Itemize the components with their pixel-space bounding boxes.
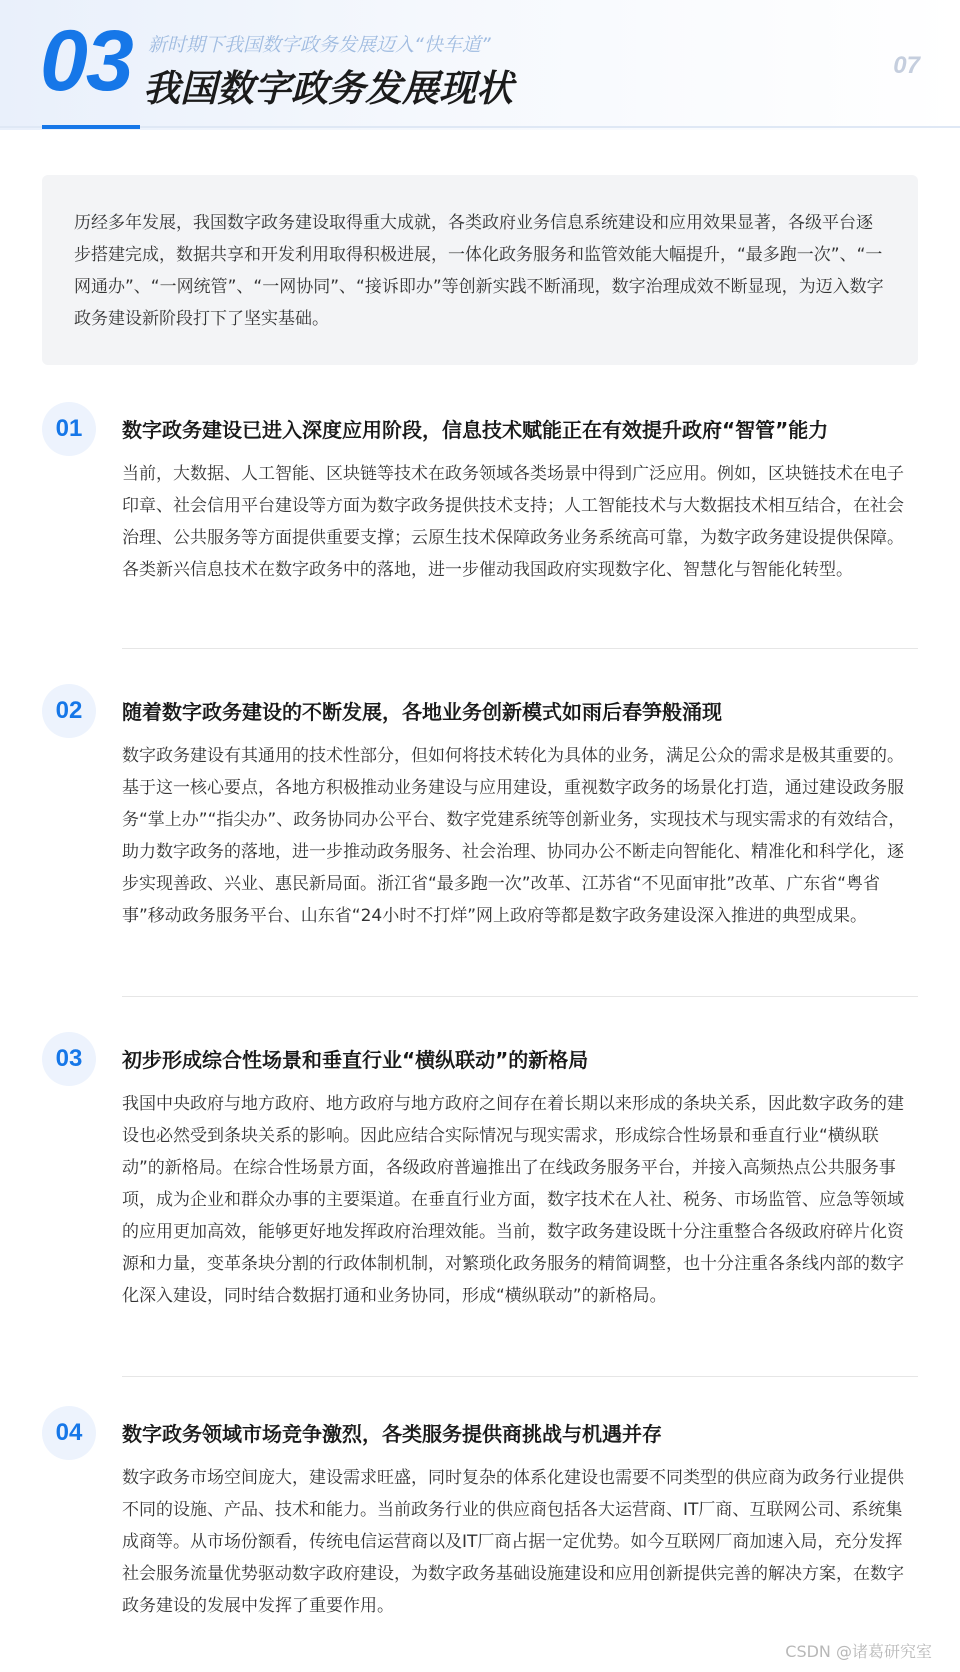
chapter-title: 我国数字政务发展现状 [143,67,513,110]
section-title: 数字政务领域市场竞争激烈，各类服务提供商挑战与机遇并存 [122,1422,662,1446]
watermark: CSDN @诸葛研究室 [785,1642,932,1661]
section-number-badge: 04 [42,1406,96,1460]
section-title: 初步形成综合性场景和垂直行业“横纵联动”的新格局 [122,1048,589,1072]
section-divider [122,1376,918,1377]
section-body: 当前，大数据、人工智能、区块链等技术在政务领域各类场景中得到广泛应用。例如，区块链技术在电子印章、社会信用平台建设等方面为数字政务提供技术支持；人工智能技术与大数据技术相互结合，在社会治理、公共服务等方面提供重要支撑；云原生技术保障政务业务系统高可靠，为数字政务建设提供保障。各类新兴信息技术在数字政务中的落地，进一步催动我国政府实现数字化、智慧化与智能化转型。 [122,464,904,580]
section-body: 数字政务建设有其通用的技术性部分，但如何将技术转化为具体的业务，满足公众的需求是极其重要的。基于这一核心要点，各地方积极推动业务建设与应用建设，重视数字政务的场景化打造，通过建设政务服务“掌上办”“指尖办”、政务协同办公平台、数字党建系统等创新业务，实现技术与现实需求的有效结合，助力数字政务的落地，进一步推动政务服务、社会治理、协同办公不断走向智能化、精准化和科学化，逐步实现善政、兴业、惠民新局面。浙江省“最多跑一次”改革、江苏省“不见面审批”改革、广东省“粤省事”移动政务服务平台、山东省“24小时不打烊”网上政府等都是数字政务建设深入推进的典型成果。 [122,746,906,926]
header-accent-bar [42,125,140,129]
section-title: 数字政务建设已进入深度应用阶段，信息技术赋能正在有效提升政府“智管”能力 [122,418,829,442]
intro-text: 历经多年发展，我国数字政务建设取得重大成就，各类政府业务信息系统建设和应用效果显著，各级平台逐步搭建完成，数据共享和开发利用取得积极进展，一体化政务服务和监管效能大幅提升，“最多跑一次”、“一网通办”、“一网统管”、“一网协同”、“接诉即办”等创新实践不断涌现，数字治理成效不断显现，为迈入数字政务建设新阶段打下了坚实基础。 [74,213,884,329]
chapter-subtitle: 新时期下我国数字政务发展迈入“快车道” [148,34,491,56]
section-body: 我国中央政府与地方政府、地方政府与地方政府之间存在着长期以来形成的条块关系，因此数字政务的建设也必然受到条块关系的影响。因此应结合实际情况与现实需求，形成综合性场景和垂直行业“横纵联动”的新格局。在综合性场景方面，各级政府普遍推出了在线政务服务平台，并接入高频热点公共服务事项，成为企业和群众办事的主要渠道。在垂直行业方面，数字技术在人社、税务、市场监管、应急等领域的应用更加高效，能够更好地发挥政府治理效能。当前，数字政务建设既十分注重整合各级政府碎片化资源和力量，变革条块分割的行政体制机制，对繁琐化政务服务的精简调整，也十分注重各条线内部的数字化深入建设，同时结合数据打通和业务协同，形成“横纵联动”的新格局。 [122,1094,904,1306]
section-number-badge: 03 [42,1032,96,1086]
chapter-number: 03 [40,13,132,109]
section-title: 随着数字政务建设的不断发展，各地业务创新模式如雨后春笋般涌现 [122,700,722,724]
header-divider [0,126,960,128]
intro-box [42,175,918,365]
section-divider [122,996,918,997]
section-number-badge: 02 [42,684,96,738]
page-header [0,0,960,130]
section-divider [122,648,918,649]
section-number-badge: 01 [42,402,96,456]
page-number: 07 [893,52,920,79]
section-body: 数字政务市场空间庞大，建设需求旺盛，同时复杂的体系化建设也需要不同类型的供应商为政务行业提供不同的设施、产品、技术和能力。当前政务行业的供应商包括各大运营商、IT厂商、互联网公司、系统集成商等。从市场份额看，传统电信运营商以及IT厂商占据一定优势。如今互联网厂商加速入局，充分发挥社会服务流量优势驱动数字政府建设，为数字政务基础设施建设和应用创新提供完善的解决方案，在数字政务建设的发展中发挥了重要作用。 [122,1468,904,1616]
